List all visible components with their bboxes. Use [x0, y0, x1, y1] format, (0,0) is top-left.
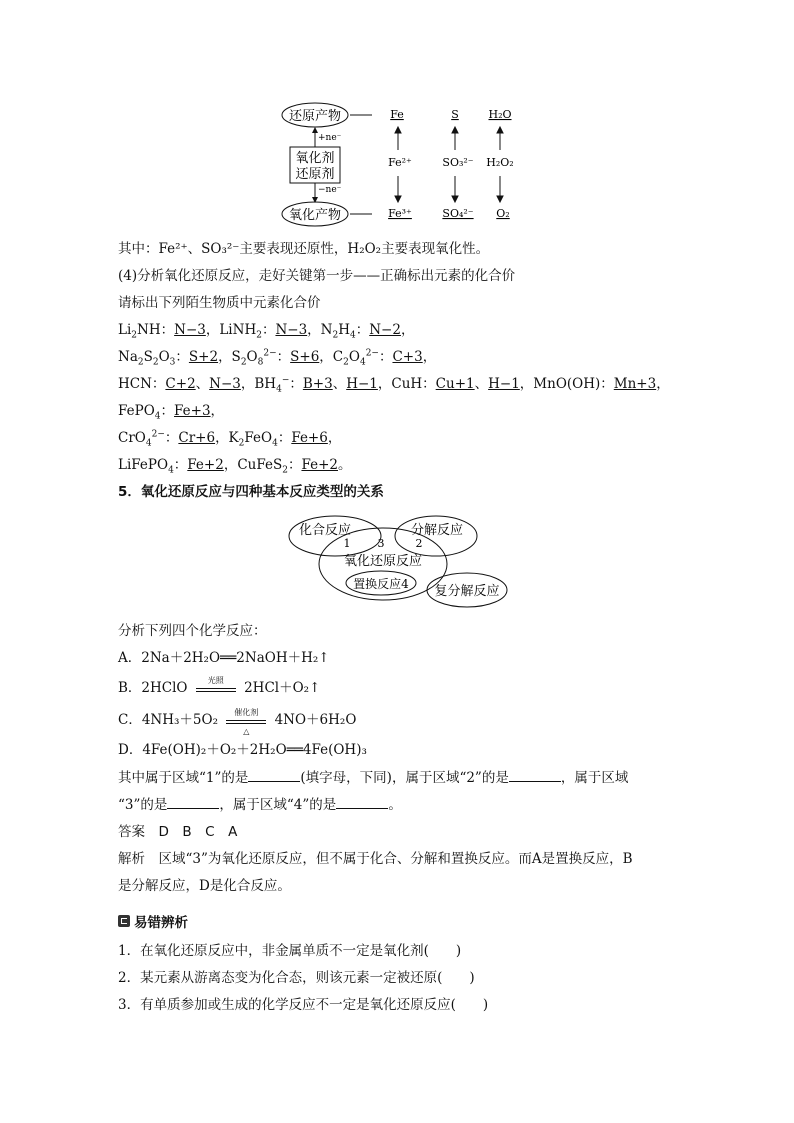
valence-3-3: B+3 [302, 376, 333, 392]
p-step4: (4)分析氧化还原反应，走好关键第一步——正确标出元素的化合价 [118, 268, 516, 284]
valence-3-1: C+2 [165, 376, 196, 392]
question-part-5: ，属于区域“4”的是 [219, 797, 337, 813]
error-analysis-title: 易错辨析 [134, 915, 188, 931]
valence-3-5: Cu+1 [435, 376, 475, 392]
valence-4-1: Fe+3 [174, 403, 211, 419]
oxidant-label: 氧化剂 [295, 151, 335, 166]
reaction-b-left: B．2HClO [118, 680, 188, 696]
reaction-types-venn-diagram [0, 510, 794, 610]
reaction-b-cond-label: 光照 [207, 675, 224, 685]
valence-line-4: FePO$_4$：Fe+3， [118, 403, 225, 422]
valence-6-2: Fe+2 [301, 457, 338, 473]
valence-line-6: LiFePO$_4$：Fe+2，CuFeS$_2$：Fe+2。 [118, 457, 352, 476]
blank-region-1[interactable] [248, 768, 300, 782]
valence-1-2: N−3 [275, 322, 308, 338]
col1-top: Fe [390, 108, 404, 121]
valence-line-3: HCN：C+2、N−3，$BH_4^-$：B+3、H−1，CuH：Cu+1、H−1，MnO(OH)：Mn+3， [118, 375, 670, 395]
reaction-d: D．4Fe(OH)₂＋O₂＋2H₂O══4Fe(OH)₃ [118, 742, 367, 758]
col3-bot: O₂ [496, 207, 510, 220]
valence-line-1: $Li_2NH$：N−3，LiNH$_2$：N−3，$N_2H_4$：N−2， [118, 322, 415, 341]
displacement-label: 置换反应4 [353, 577, 409, 591]
answer-line: 答案 D B C A [118, 824, 238, 840]
reaction-c-cond-bot: △ [243, 726, 250, 736]
reductant-label: 还原剂 [295, 167, 335, 182]
analysis-line-2: 是分解反应，D是化合反应。 [118, 878, 291, 894]
question-line-2 [118, 795, 402, 814]
plus-ne-label: +ne⁻ [318, 133, 342, 143]
col1-bot: Fe³⁺ [388, 207, 412, 220]
valence-3-6: H−1 [488, 376, 520, 392]
blank-region-3[interactable] [167, 795, 219, 809]
valence-2-1: S+2 [188, 349, 219, 365]
valence-3-7: Mn+3 [613, 376, 657, 392]
valence-3-4: H−1 [346, 376, 378, 392]
region-2-label: 2 [415, 537, 423, 550]
error-item-3: 3．有单质参加或生成的化学反应不一定是氧化还原反应( ) [118, 997, 489, 1013]
valence-line-5: CrO$_4^{2-}$：Cr+6，$K_2FeO_4$：Fe+6， [118, 429, 342, 449]
valence-6-1: Fe+2 [187, 457, 224, 473]
reaction-b-right: 2HCl＋O₂↑ [244, 680, 321, 696]
section-5-title: 5．氧化还原反应与四种基本反应类型的关系 [118, 484, 384, 500]
minus-ne-label: −ne⁻ [318, 185, 342, 195]
valence-3-2: N−3 [209, 376, 241, 392]
col1-mid: Fe²⁺ [388, 156, 412, 169]
valence-2-2: S+6 [290, 349, 320, 365]
error-item-2: 2．某元素从游离态变为化合态，则该元素一定被还原( ) [118, 970, 475, 986]
reaction-c-condition [226, 707, 266, 736]
reaction-b-condition [196, 675, 236, 697]
combination-label: 化合反应 [298, 523, 352, 538]
blank-region-2[interactable] [509, 768, 561, 782]
col2-top: S [451, 108, 459, 121]
question-part-4: “3”的是 [118, 797, 168, 813]
reaction-c-right: 4NO＋6H₂O [274, 712, 357, 728]
reaction-c-cond-top: 催化剂 [234, 707, 259, 717]
valence-1-3: N−2 [369, 322, 401, 338]
valence-5-1: Cr+6 [178, 430, 216, 446]
p-analyze: 分析下列四个化学反应： [118, 623, 267, 639]
region-1-label: 1 [343, 537, 351, 550]
question-part-3: ，属于区域 [560, 770, 629, 786]
reaction-a: A．2Na＋2H₂O══2NaOH＋H₂↑ [118, 650, 330, 666]
valence-1-1: N−3 [174, 322, 206, 338]
reaction-b [118, 675, 321, 697]
reduce-product-label: 还原产物 [288, 109, 342, 124]
col3-top: H₂O [488, 108, 512, 121]
col3-mid: H₂O₂ [486, 156, 514, 169]
decomposition-label: 分解反应 [410, 523, 464, 538]
double-decomposition-label: 复分解反应 [434, 584, 500, 599]
oxide-product-label: 氧化产物 [288, 208, 342, 223]
reaction-c-left: C．4NH₃＋5O₂ [118, 712, 218, 728]
question-part-1: 其中属于区域“1”的是 [118, 770, 249, 786]
col2-mid: SO₃²⁻ [442, 156, 474, 169]
valence-2-3: C+3 [392, 349, 423, 365]
analysis-line-1: 解析 区域“3”为氧化还原反应，但不属于化合、分解和置换反应。而A是置换反应，B [118, 851, 633, 867]
question-part-2: (填字母，下同)，属于区域“2”的是 [300, 770, 509, 786]
p-instruction: 请标出下列陌生物质中元素化合价 [118, 295, 321, 311]
col2-bot: SO₄²⁻ [442, 207, 474, 220]
redox-product-diagram [0, 0, 794, 230]
question-line-1 [118, 768, 628, 787]
error-analysis-header [118, 911, 188, 931]
p-qizhong: 其中：Fe²⁺、SO₃²⁻主要表现还原性，H₂O₂主要表现氧化性。 [118, 241, 490, 257]
valence-5-2: Fe+6 [291, 430, 328, 446]
blank-region-4[interactable] [336, 795, 388, 809]
redox-label: 氧化还原反应 [343, 554, 423, 569]
section-marker-icon [118, 915, 130, 927]
valence-line-2: $Na_2S_2O_3$：S+2，$S_2O_8^{2-}$：S+6，$C_2O_4^{2-}$：C+3， [118, 348, 437, 368]
question-part-6: 。 [388, 797, 402, 813]
error-item-1: 1．在氧化还原反应中，非金属单质不一定是氧化剂( ) [118, 943, 462, 959]
reaction-c [118, 707, 357, 736]
region-3-label: 3 [377, 537, 385, 550]
